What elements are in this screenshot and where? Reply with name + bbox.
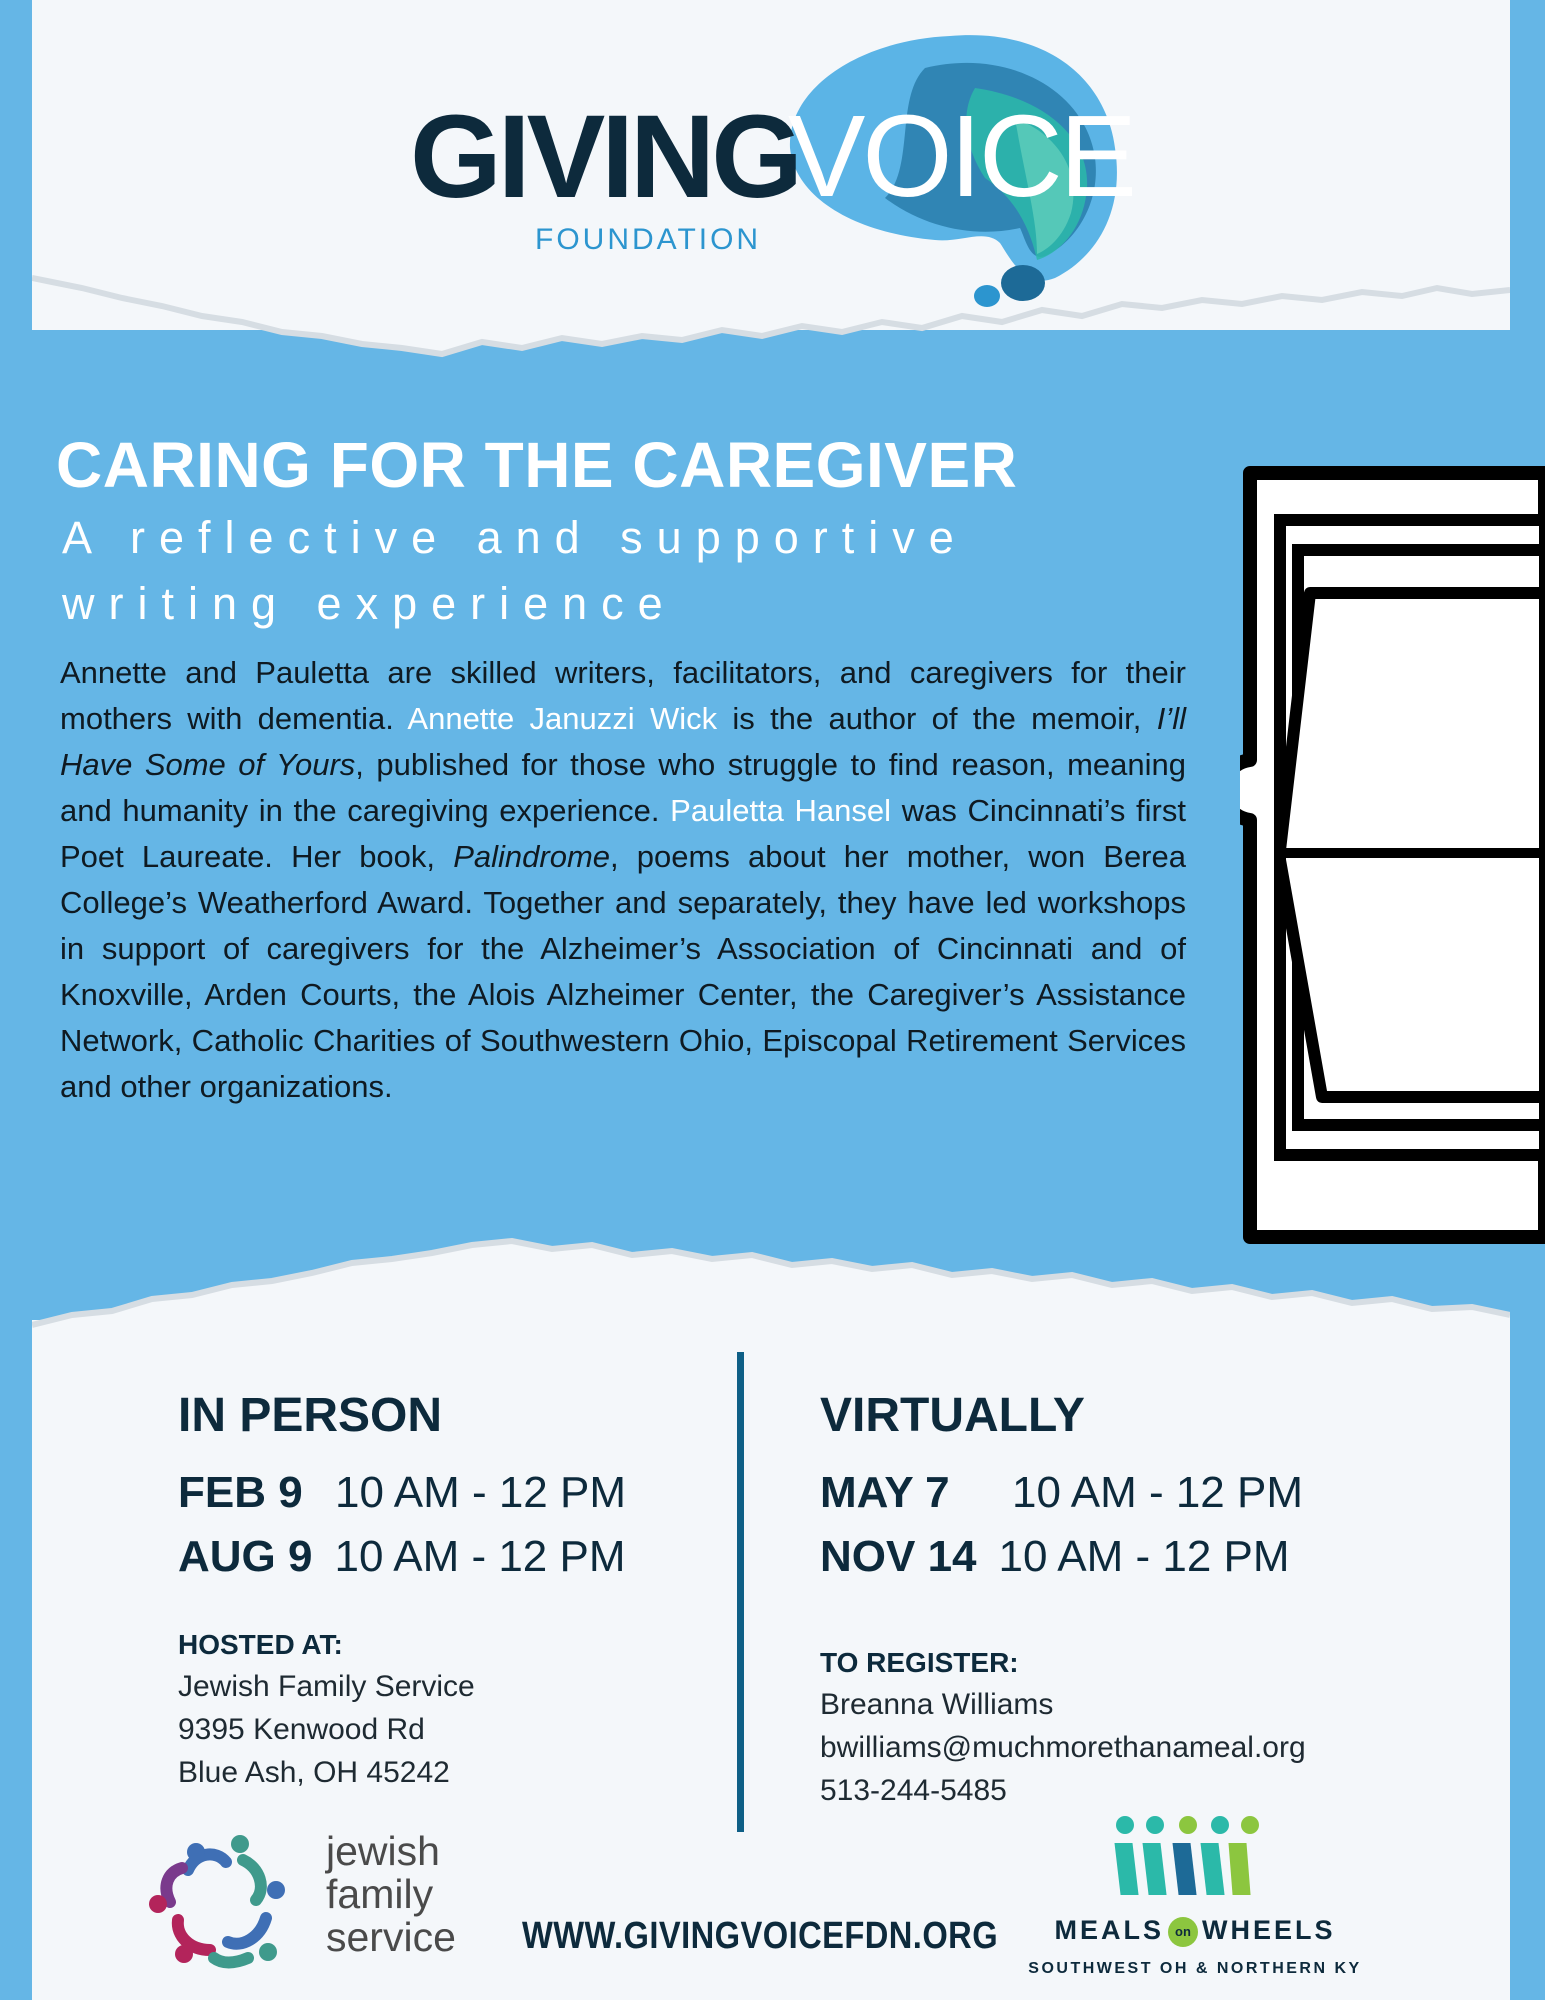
contact-email[interactable]: bwilliams@muchmorethanameal.org xyxy=(820,1731,1306,1764)
session-date: AUG 9 xyxy=(178,1532,313,1581)
session-time: 10 AM - 12 PM xyxy=(335,1468,627,1517)
session-date: FEB 9 xyxy=(178,1468,303,1517)
jewish-family-service-logo xyxy=(148,1830,488,1980)
author-name-annette: Annette Januzzi Wick xyxy=(407,701,718,736)
meals-on-wheels-logo xyxy=(1005,1815,1385,1990)
venue-city: Blue Ash, OH 45242 xyxy=(178,1756,450,1789)
contact-phone[interactable]: 513-244-5485 xyxy=(820,1774,1007,1807)
description-text-5: , poems about her mother, won Berea College’s Weatherford Award. Together and separately, they have led workshops in support of caregivers for the Alzheimer’s Association of Cincinnati and of Knoxville, Arden Courts, the Alois Alzheimer Center, the Caregiver’s Assistance Network, Catholic Charities of Southwestern Ohio, Episcopal Retirement Services and other organizations. xyxy=(60,839,1186,1104)
description-text-3: , published for those who struggle to find reason, meaning and humanity in the caregiving experience. xyxy=(60,747,1186,828)
description-text-1: Annette and Pauletta are skilled writers, facilitators, and caregivers for their mothers with dementia. xyxy=(60,655,1186,736)
open-book-icon xyxy=(1240,465,1545,1245)
giving-voice-logo xyxy=(400,28,1134,308)
venue-name: Jewish Family Service xyxy=(178,1670,475,1703)
description-text-4: was Cincinnati’s first Poet Laureate. Her book, xyxy=(60,793,1186,874)
session-row xyxy=(178,1461,626,1525)
description-paragraph xyxy=(60,650,1186,1110)
subtitle: A reflective and supportive writing experience xyxy=(62,512,968,629)
session-row xyxy=(178,1525,626,1589)
hosted-at-label: HOSTED AT: xyxy=(178,1629,343,1660)
book-title-1: I’ll Have Some of Yours xyxy=(60,701,1186,782)
mow-region: SOUTHWEST OH & NORTHERN KY xyxy=(1028,1960,1362,1977)
in-person-heading: IN PERSON xyxy=(178,1389,443,1442)
session-time: 10 AM - 12 PM xyxy=(1012,1468,1304,1517)
in-person-section xyxy=(178,1388,626,1794)
contact-name: Breanna Williams xyxy=(820,1688,1054,1721)
meals-on-wheels-icon xyxy=(1100,1815,1280,1900)
people-circle-icon xyxy=(148,1830,293,1975)
website-link[interactable]: WWW.GIVINGVOICEFDN.ORG xyxy=(522,1915,999,1957)
author-name-pauletta: Pauletta Hansel xyxy=(670,793,892,828)
jfs-line-3: service xyxy=(326,1914,456,1960)
session-row xyxy=(820,1525,1306,1589)
session-time: 10 AM - 12 PM xyxy=(334,1532,626,1581)
jfs-line-2: family xyxy=(326,1871,434,1917)
virtual-section xyxy=(820,1388,1306,1812)
mow-title xyxy=(1045,1915,1345,1947)
logo-foundation-text: FOUNDATION xyxy=(535,223,762,256)
mow-on-badge: on xyxy=(1168,1917,1198,1947)
jfs-line-1: jewish xyxy=(326,1828,440,1874)
virtually-heading: VIRTUALLY xyxy=(820,1389,1085,1442)
description-text-2: is the author of the memoir, xyxy=(717,701,1157,736)
session-row xyxy=(820,1461,1306,1525)
page-title: CARING FOR THE CAREGIVER xyxy=(56,429,1018,501)
session-date: MAY 7 xyxy=(820,1468,950,1517)
column-divider xyxy=(737,1352,744,1832)
session-time: 10 AM - 12 PM xyxy=(998,1532,1290,1581)
book-title-2: Palindrome xyxy=(453,839,611,874)
jfs-wordmark xyxy=(326,1830,456,1959)
logo-voice-text: VOICE xyxy=(788,91,1134,221)
session-date: NOV 14 xyxy=(820,1532,977,1581)
venue-street: 9395 Kenwood Rd xyxy=(178,1713,425,1746)
logo-giving-text: GIVING xyxy=(410,91,800,223)
mow-wheels: WHEELS xyxy=(1201,1915,1336,1945)
mow-meals: MEALS xyxy=(1054,1915,1164,1945)
register-label: TO REGISTER: xyxy=(820,1647,1019,1678)
